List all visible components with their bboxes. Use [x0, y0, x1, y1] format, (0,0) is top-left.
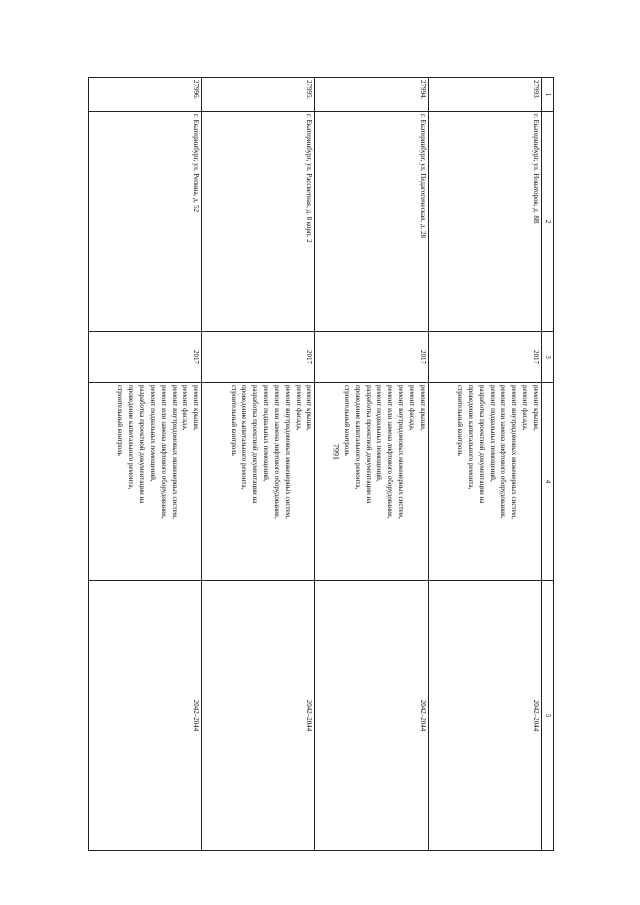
work-item: ремонт крыши,: [532, 385, 540, 431]
table-row: [315, 78, 428, 851]
address-cell: г. Екатеринбург, ул. Педагогическая, д. 28: [315, 112, 428, 332]
column-number: 2: [542, 112, 554, 332]
period-cell: 2042–2044: [428, 581, 541, 851]
work-item: проведение капитального ремонта,: [353, 385, 362, 490]
work-item: ремонт подвальных помещений,: [488, 385, 497, 482]
year-cell: 2017: [89, 332, 202, 383]
table-container: [88, 77, 554, 850]
work-item: разработка проектной документации на: [364, 385, 373, 504]
year-cell: 2017: [428, 332, 541, 383]
work-item: разработка проектной документации на: [251, 385, 260, 504]
work-item: ремонт внутридомовых инженерных систем,: [397, 385, 406, 519]
work-item: ремонт внутридомовых инженерных систем,: [170, 385, 179, 519]
work-item: ремонт крыши,: [192, 385, 201, 431]
address-cell: г. Екатеринбург, ул. Новаторов, д. 8В: [428, 112, 541, 332]
work-item: строительный контроль: [116, 385, 125, 456]
work-item: ремонт внутридомовых инженерных систем,: [510, 385, 519, 519]
work-item: ремонт фасада,: [521, 385, 530, 431]
row-number: 27996.: [89, 78, 202, 112]
works-cell: [202, 383, 315, 581]
work-item: ремонт фасада,: [294, 385, 303, 431]
row-number: 27995.: [202, 78, 315, 112]
year-cell: 2017: [315, 332, 428, 383]
table-row: [202, 78, 315, 851]
column-number: 4: [542, 383, 554, 581]
work-item: ремонт или замена лифтового оборудования,: [159, 385, 168, 519]
works-cell: [315, 383, 428, 581]
period-cell: 2042–2044: [315, 581, 428, 851]
works-cell: [89, 383, 202, 581]
work-item: ремонт или замена лифтового оборудования,: [499, 385, 508, 519]
work-item: разработка проектной документации на: [477, 385, 486, 504]
rotated-table-frame: [88, 77, 554, 850]
table-row: [428, 78, 541, 851]
work-item: ремонт внутридомовых инженерных систем,: [283, 385, 292, 519]
work-item: ремонт крыши,: [305, 385, 314, 431]
column-number: 5: [542, 581, 554, 851]
column-number-row: [542, 78, 554, 851]
work-item: проведение капитального ремонта,: [127, 385, 136, 490]
address-cell: г. Екатеринбург, ул. Рассветная, д. 8 корп. 2: [202, 112, 315, 332]
work-item: ремонт или замена лифтового оборудования,: [386, 385, 395, 519]
work-item: ремонт крыши,: [418, 385, 427, 431]
work-item: ремонт подвальных помещений,: [262, 385, 271, 482]
work-item: проведение капитального ремонта,: [466, 385, 475, 490]
works-cell: [428, 383, 541, 581]
column-number: 3: [542, 332, 554, 383]
work-item: ремонт фасада,: [181, 385, 190, 431]
row-number: 27994.: [315, 78, 428, 112]
year-cell: 2017: [202, 332, 315, 383]
page-number: 7991: [331, 444, 341, 460]
period-cell: 2042–2044: [89, 581, 202, 851]
repair-schedule-table: [88, 77, 554, 851]
address-cell: г. Екатеринбург, ул. Репина, д. 52: [89, 112, 202, 332]
work-item: ремонт или замена лифтового оборудования,: [272, 385, 281, 519]
work-item: ремонт подвальных помещений,: [148, 385, 157, 482]
table-row: [89, 78, 202, 851]
work-item: проведение капитального ремонта,: [240, 385, 249, 490]
column-number: 1: [542, 78, 554, 112]
work-item: строительный контроль: [342, 385, 351, 456]
work-item: строительный контроль: [229, 385, 238, 456]
period-cell: 2042–2044: [202, 581, 315, 851]
work-item: разработка проектной документации на: [138, 385, 147, 504]
work-item: ремонт фасада,: [407, 385, 416, 431]
row-number: 27993.: [428, 78, 541, 112]
work-item: ремонт подвальных помещений,: [375, 385, 384, 482]
work-item: строительный контроль: [456, 385, 465, 456]
